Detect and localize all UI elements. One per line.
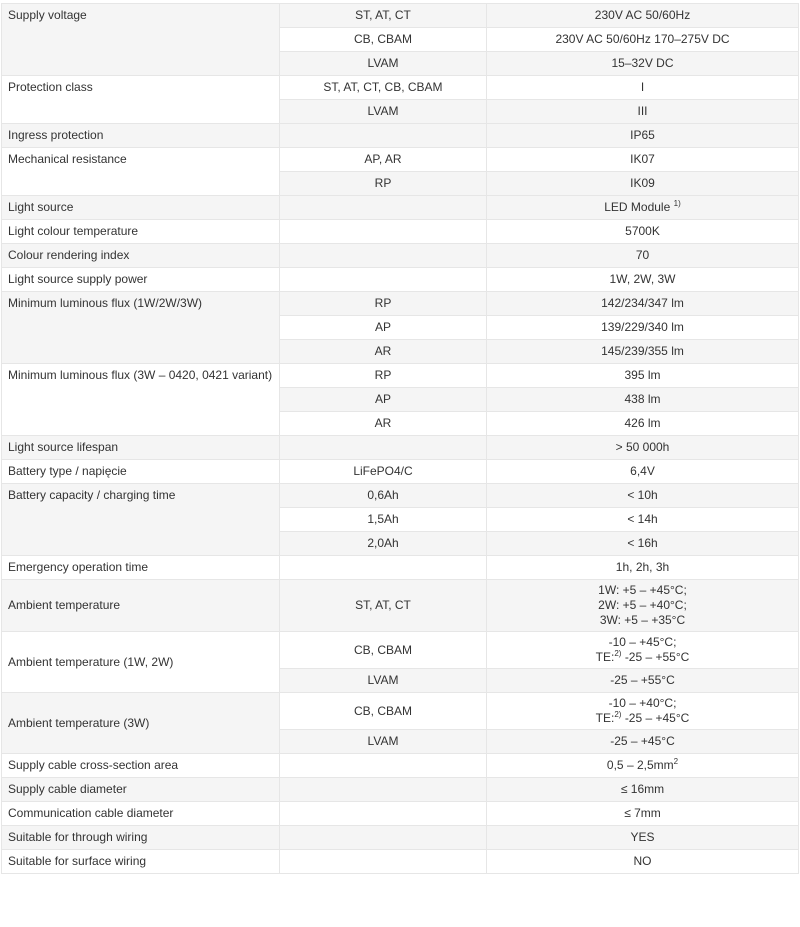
value-cell: -25 – +55°C <box>487 669 799 693</box>
variant-cell: ST, AT, CT <box>280 580 487 632</box>
variant-cell <box>280 220 487 244</box>
table-row <box>2 244 799 268</box>
value-cell: 145/239/355 lm <box>487 340 799 364</box>
value-cell: NO <box>487 850 799 874</box>
spec-label: Ambient temperature <box>2 580 280 632</box>
table-row <box>2 484 799 508</box>
value-line: 3W: +5 – +35°C <box>599 613 686 627</box>
spec-label: Supply cable cross-section area <box>2 754 280 778</box>
value-cell: 70 <box>487 244 799 268</box>
table-row <box>2 124 799 148</box>
table-row <box>2 196 799 220</box>
footnote-marker: 2) <box>614 649 622 658</box>
variant-cell <box>280 754 487 778</box>
value-cell <box>487 580 799 632</box>
value-cell: < 16h <box>487 532 799 556</box>
variant-cell: AR <box>280 340 487 364</box>
value-line: 1W: +5 – +45°C; <box>598 583 687 597</box>
value-text: 0,5 – 2,5mm <box>606 758 674 772</box>
table-row <box>2 556 799 580</box>
te-range: -25 – +45°C <box>624 711 690 725</box>
variant-cell <box>280 436 487 460</box>
variant-cell: LiFePO4/C <box>280 460 487 484</box>
te-range: -25 – +55°C <box>624 650 690 664</box>
variant-cell: LVAM <box>280 730 487 754</box>
value-cell: 1W, 2W, 3W <box>487 268 799 292</box>
value-cell: YES <box>487 826 799 850</box>
variant-cell: ST, AT, CT <box>280 4 487 28</box>
variant-cell: AR <box>280 412 487 436</box>
variant-cell: LVAM <box>280 52 487 76</box>
variant-cell: CB, CBAM <box>280 693 487 730</box>
value-cell: < 14h <box>487 508 799 532</box>
te-prefix: TE: <box>595 711 615 725</box>
spec-table <box>1 3 799 874</box>
table-row <box>2 802 799 826</box>
value-line <box>493 650 792 665</box>
table-row <box>2 754 799 778</box>
spec-label: Communication cable diameter <box>2 802 280 826</box>
value-cell <box>487 754 799 778</box>
spec-label: Supply cable diameter <box>2 778 280 802</box>
value-cell <box>487 693 799 730</box>
variant-cell: AP <box>280 388 487 412</box>
variant-cell <box>280 196 487 220</box>
variant-cell: LVAM <box>280 669 487 693</box>
value-cell <box>487 196 799 220</box>
spec-label: Battery capacity / charging time <box>2 484 280 556</box>
variant-cell <box>280 556 487 580</box>
table-row <box>2 220 799 244</box>
value-cell: 230V AC 50/60Hz 170–275V DC <box>487 28 799 52</box>
value-cell: 230V AC 50/60Hz <box>487 4 799 28</box>
te-prefix: TE: <box>595 650 615 664</box>
superscript: 2 <box>673 757 679 766</box>
spec-label: Mechanical resistance <box>2 148 280 196</box>
spec-label: Ambient temperature (1W, 2W) <box>2 632 280 693</box>
spec-label: Ingress protection <box>2 124 280 148</box>
spec-label: Suitable for through wiring <box>2 826 280 850</box>
value-cell <box>487 632 799 669</box>
spec-label: Colour rendering index <box>2 244 280 268</box>
value-cell: ≤ 16mm <box>487 778 799 802</box>
table-row <box>2 4 799 28</box>
value-cell: 1h, 2h, 3h <box>487 556 799 580</box>
table-row <box>2 778 799 802</box>
variant-cell: ST, AT, CT, CB, CBAM <box>280 76 487 100</box>
table-row <box>2 268 799 292</box>
table-row <box>2 436 799 460</box>
value-cell: IP65 <box>487 124 799 148</box>
spec-label: Minimum luminous flux (1W/2W/3W) <box>2 292 280 364</box>
variant-cell <box>280 244 487 268</box>
table-row <box>2 632 799 669</box>
variant-cell: RP <box>280 172 487 196</box>
variant-cell <box>280 268 487 292</box>
variant-cell: 0,6Ah <box>280 484 487 508</box>
variant-cell <box>280 124 487 148</box>
variant-cell: CB, CBAM <box>280 632 487 669</box>
value-cell: 15–32V DC <box>487 52 799 76</box>
spec-label: Suitable for surface wiring <box>2 850 280 874</box>
footnote-marker: 2) <box>614 710 622 719</box>
table-row <box>2 826 799 850</box>
table-row <box>2 850 799 874</box>
table-row <box>2 148 799 172</box>
table-row <box>2 364 799 388</box>
spec-label: Minimum luminous flux (3W – 0420, 0421 variant) <box>2 364 280 436</box>
value-cell: > 50 000h <box>487 436 799 460</box>
spec-label: Light source <box>2 196 280 220</box>
table-row <box>2 580 799 632</box>
variant-cell: AP <box>280 316 487 340</box>
spec-label: Light source supply power <box>2 268 280 292</box>
table-row <box>2 693 799 730</box>
variant-cell: RP <box>280 364 487 388</box>
variant-cell: 2,0Ah <box>280 532 487 556</box>
value-text: LED Module <box>604 200 671 214</box>
value-cell: III <box>487 100 799 124</box>
table-row <box>2 76 799 100</box>
table-row <box>2 292 799 316</box>
variant-cell <box>280 778 487 802</box>
spec-label: Battery type / napięcie <box>2 460 280 484</box>
value-cell: -25 – +45°C <box>487 730 799 754</box>
value-cell: IK09 <box>487 172 799 196</box>
value-cell: 142/234/347 lm <box>487 292 799 316</box>
spec-label: Emergency operation time <box>2 556 280 580</box>
spec-label: Light source lifespan <box>2 436 280 460</box>
value-cell: ≤ 7mm <box>487 802 799 826</box>
value-line: -10 – +40°C; <box>608 696 677 710</box>
variant-cell <box>280 802 487 826</box>
variant-cell: 1,5Ah <box>280 508 487 532</box>
spec-label: Light colour temperature <box>2 220 280 244</box>
value-cell: < 10h <box>487 484 799 508</box>
variant-cell: LVAM <box>280 100 487 124</box>
variant-cell: CB, CBAM <box>280 28 487 52</box>
spec-label: Protection class <box>2 76 280 124</box>
variant-cell: RP <box>280 292 487 316</box>
value-cell: 6,4V <box>487 460 799 484</box>
value-cell: 426 lm <box>487 412 799 436</box>
value-cell: 438 lm <box>487 388 799 412</box>
footnote-marker: 1) <box>673 199 681 208</box>
variant-cell <box>280 826 487 850</box>
spec-label: Ambient temperature (3W) <box>2 693 280 754</box>
value-cell: 139/229/340 lm <box>487 316 799 340</box>
value-cell: IK07 <box>487 148 799 172</box>
value-cell: 395 lm <box>487 364 799 388</box>
variant-cell: AP, AR <box>280 148 487 172</box>
value-line: 2W: +5 – +40°C; <box>598 598 687 612</box>
value-cell: 5700K <box>487 220 799 244</box>
table-row <box>2 460 799 484</box>
spec-label: Supply voltage <box>2 4 280 76</box>
value-line: -10 – +45°C; <box>608 635 677 649</box>
value-cell: I <box>487 76 799 100</box>
value-line <box>493 711 792 726</box>
variant-cell <box>280 850 487 874</box>
